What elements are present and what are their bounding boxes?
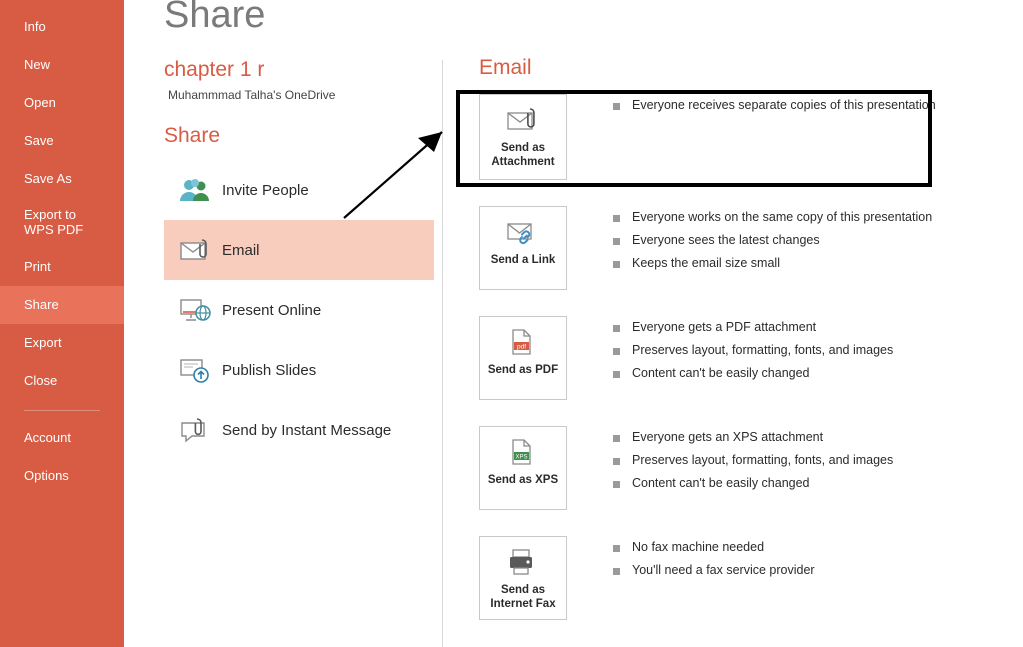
sidebar-item-open[interactable] (0, 84, 124, 122)
link-envelope-icon (505, 217, 541, 247)
bullet-text: No fax machine needed (632, 540, 765, 554)
sidebar-item-label: Options (24, 467, 69, 483)
bullet-list (613, 206, 932, 290)
share-item-email[interactable] (164, 220, 434, 280)
sidebar-item-label: Open (24, 94, 56, 110)
sidebar-item-close[interactable] (0, 362, 124, 400)
email-options-column (479, 56, 999, 620)
bullet-square-icon (613, 238, 620, 245)
bullet-square-icon (613, 325, 620, 332)
share-item-send-by-instant-message[interactable] (164, 400, 434, 460)
svg-text:pdf: pdf (516, 343, 527, 351)
bullet-list (613, 94, 936, 180)
button-label: Send a Link (490, 254, 556, 266)
bullet-item (613, 453, 893, 468)
backstage-sidebar (0, 0, 124, 647)
column-divider (442, 60, 443, 647)
file-location: Muhammmad Talha's OneDrive (168, 88, 336, 102)
bullet-square-icon (613, 103, 620, 110)
bullet-text: You'll need a fax service provider (632, 563, 815, 577)
button-label: Send as PDF (487, 364, 559, 376)
bullet-text: Content can't be easily changed (632, 366, 810, 380)
sidebar-item-label: Save As (24, 170, 72, 186)
bullet-square-icon (613, 481, 620, 488)
bullet-item (613, 430, 893, 445)
sidebar-item-label: Close (24, 372, 58, 388)
sidebar-item-new[interactable] (0, 46, 124, 84)
bullet-item (613, 343, 893, 358)
share-item-publish-slides[interactable] (164, 340, 434, 400)
button-label: Send as Internet Fax (490, 584, 556, 611)
page-title: Share (164, 0, 266, 36)
present-online-icon (168, 296, 222, 324)
bullet-square-icon (613, 458, 620, 465)
sidebar-item-save[interactable] (0, 122, 124, 160)
bullet-item (613, 540, 815, 555)
email-option-row (479, 94, 999, 180)
file-name: chapter 1 r (164, 58, 265, 81)
bullet-square-icon (613, 348, 620, 355)
sidebar-item-export-wps-pdf[interactable] (0, 198, 124, 248)
bullet-text: Everyone receives separate copies of this presentation (632, 98, 936, 112)
bullet-item (613, 476, 893, 491)
bullet-text: Everyone works on the same copy of this presentation (632, 210, 933, 224)
share-item-label: Invite People (222, 181, 309, 199)
bullet-text: Everyone gets a PDF attachment (632, 320, 817, 334)
share-options-list (164, 160, 434, 460)
sidebar-item-label: Info (24, 18, 46, 34)
email-option-row (479, 536, 999, 620)
sidebar-item-label: New (24, 56, 51, 72)
bullet-square-icon (613, 435, 620, 442)
share-section-heading: Share (164, 124, 221, 147)
sidebar-item-label: Save (24, 132, 54, 148)
email-option-row (479, 206, 999, 290)
bullet-item (613, 210, 932, 225)
bullet-item (613, 320, 893, 335)
send-as-xps-button[interactable] (479, 426, 567, 510)
bullet-square-icon (613, 371, 620, 378)
share-item-label: Email (222, 241, 260, 259)
bullet-square-icon (613, 568, 620, 575)
bullet-text: Everyone gets an XPS attachment (632, 430, 824, 444)
sidebar-item-label: Account (24, 429, 71, 445)
bullet-square-icon (613, 215, 620, 222)
bullet-item (613, 366, 893, 381)
share-item-label: Publish Slides (222, 361, 317, 379)
bullet-text: Content can't be easily changed (632, 476, 810, 490)
bullet-item (613, 563, 815, 578)
share-item-label: Send by Instant Message (222, 421, 392, 439)
share-left-column (164, 58, 434, 460)
sidebar-item-label: Share (24, 296, 59, 312)
bullet-text: Preserves layout, formatting, fonts, and images (632, 343, 894, 357)
bullet-list (613, 426, 893, 510)
share-item-present-online[interactable] (164, 280, 434, 340)
sidebar-item-print[interactable] (0, 248, 124, 286)
send-as-attachment-button[interactable] (479, 94, 567, 180)
sidebar-item-account[interactable] (0, 419, 124, 457)
sidebar-item-save-as[interactable] (0, 160, 124, 198)
button-label: Send as Attachment (491, 142, 555, 169)
pdf-document-icon (505, 327, 541, 357)
bullet-text: Everyone sees the latest changes (632, 233, 820, 247)
xps-document-icon (505, 437, 541, 467)
sidebar-item-label: Print (24, 258, 51, 274)
email-option-row (479, 316, 999, 400)
button-label: Send as XPS (487, 474, 559, 486)
backstage-content (124, 0, 1023, 647)
bullet-square-icon (613, 545, 620, 552)
email-section-heading: Email (479, 56, 532, 79)
instant-message-icon (168, 416, 222, 444)
bullet-item (613, 256, 932, 271)
bullet-square-icon (613, 261, 620, 268)
send-as-pdf-button[interactable] (479, 316, 567, 400)
fax-machine-icon (505, 547, 541, 577)
send-a-link-button[interactable] (479, 206, 567, 290)
sidebar-item-label: Export to WPS PDF (24, 207, 84, 237)
publish-slides-icon (168, 356, 222, 384)
share-item-invite-people[interactable] (164, 160, 434, 220)
attachment-envelope-icon (505, 105, 541, 135)
svg-text:XPS: XPS (515, 454, 528, 461)
bullet-list (613, 316, 893, 400)
sidebar-item-info[interactable] (0, 8, 124, 46)
bullet-list (613, 536, 815, 620)
sidebar-divider (24, 410, 100, 411)
email-option-row (479, 426, 999, 510)
sidebar-item-label: Export (24, 334, 62, 350)
sidebar-item-options[interactable] (0, 457, 124, 495)
sidebar-item-export[interactable] (0, 324, 124, 362)
bullet-text: Keeps the email size small (632, 256, 780, 270)
email-icon (168, 236, 222, 264)
invite-people-icon (168, 176, 222, 204)
send-as-internet-fax-button[interactable] (479, 536, 567, 620)
bullet-text: Preserves layout, formatting, fonts, and images (632, 453, 894, 467)
bullet-item (613, 98, 936, 113)
bullet-item (613, 233, 932, 248)
sidebar-item-share[interactable] (0, 286, 124, 324)
share-item-label: Present Online (222, 301, 322, 319)
